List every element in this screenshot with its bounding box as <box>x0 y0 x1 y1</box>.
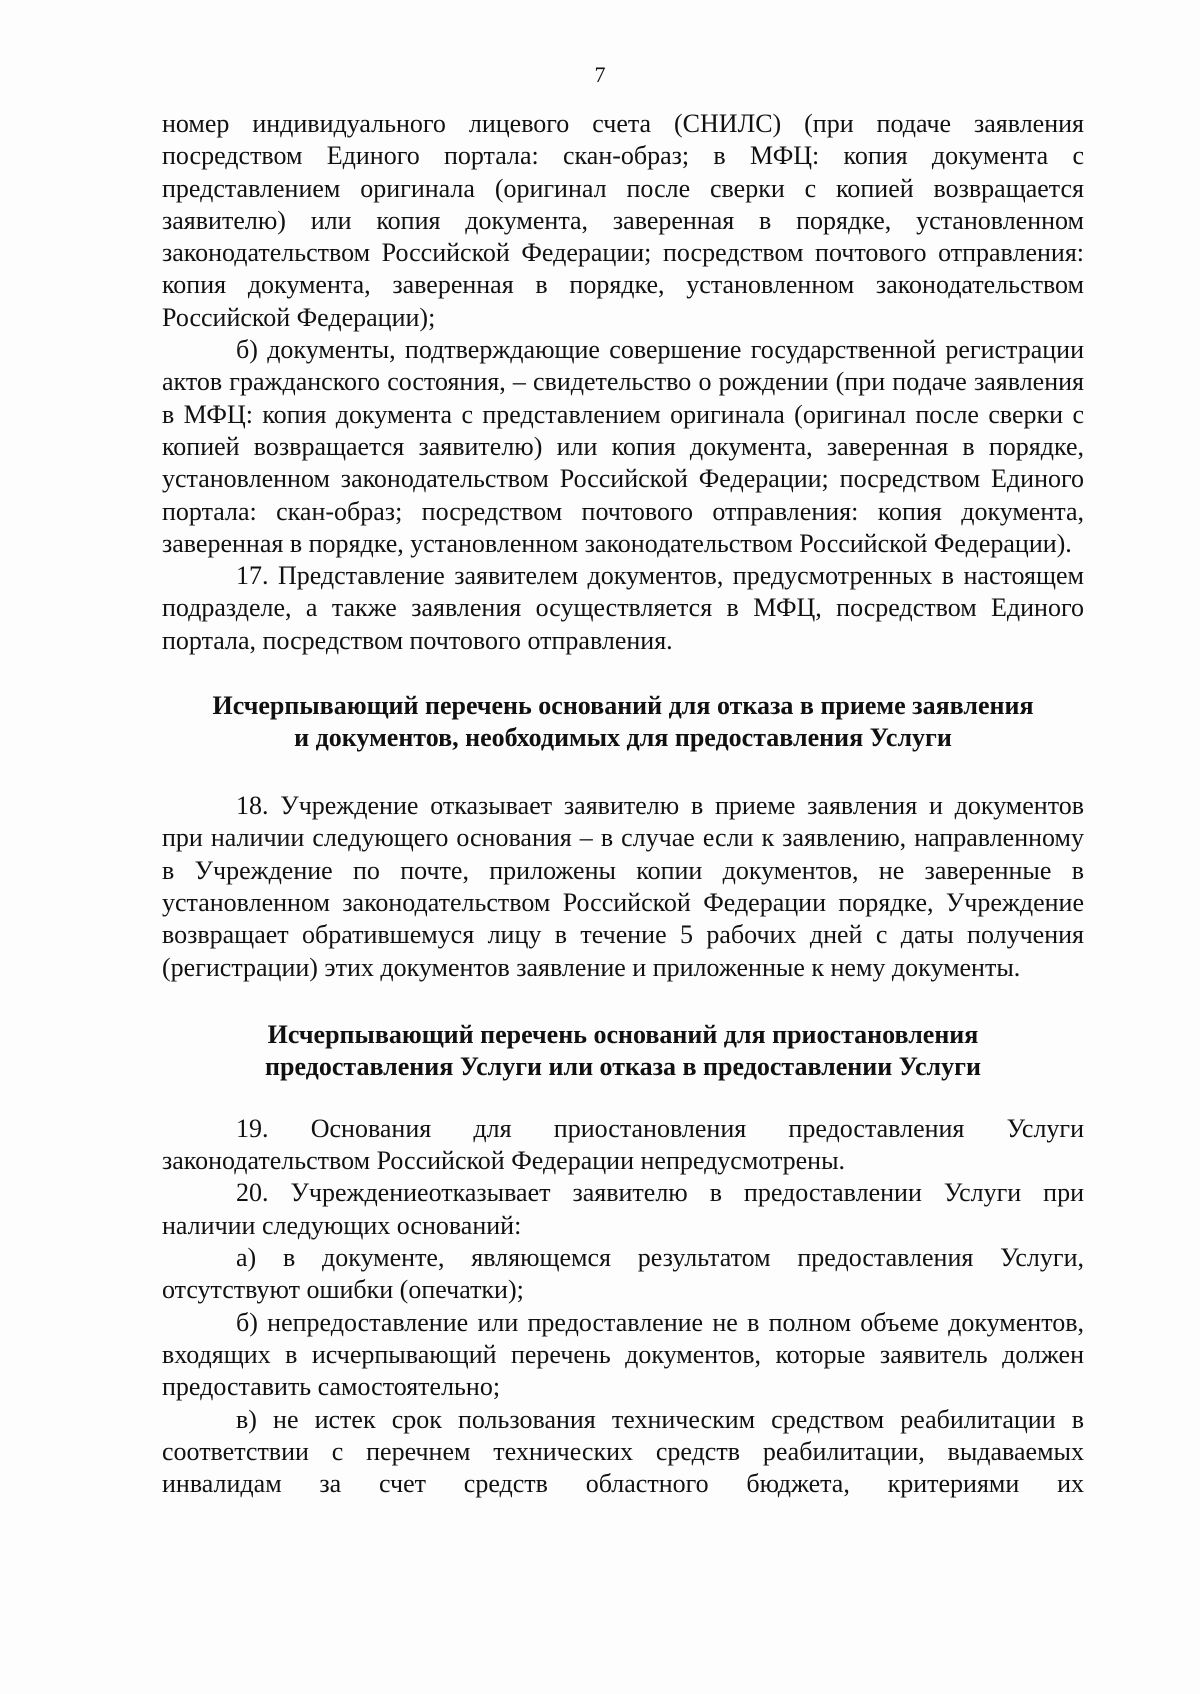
heading-line: и документов, необходимых для предоставления Услуги <box>294 723 952 753</box>
spacer <box>162 984 1084 1019</box>
paragraph-18: 18. Учреждение отказывает заявителю в приеме заявления и документов при наличии следующего основания – в случае если к заявлению, направленному в Учреждение по почте, приложены копии документов, не заверенные в установленном законодательством Российской Федерации порядке, Учреждение возвращает обратившемуся лицу в течение 5 рабочих дней с даты получения (регистрации) этих документов заявление и приложенные к нему документы. <box>162 791 1084 982</box>
heading-line: предоставления Услуги или отказа в предоставлении Услуги <box>265 1051 981 1081</box>
heading-line: Исчерпывающий перечень оснований для приостановления <box>267 1019 979 1049</box>
spacer <box>162 657 1084 690</box>
paragraph-20-v: в) не истек срок пользования техническим средством реабилитации в соответствии с перечнем технических средств реабилитации, выдаваемых инвалидам за счет средств областного бюджета, критериями их <box>162 1404 1084 1499</box>
paragraph-snils-continuation: номер индивидуального лицевого счета (СНИЛС) (при подаче заявления посредством Единого портала: скан-образ; в МФЦ: копия документа с представлением оригинала (оригинал после сверки с копией возвращается заявителю) или копия документа, заверенная в порядке, установленном законодательством Российской Федерации; посредством почтового отправления: копия документа, заверенная в порядке, установленном законодательством Российской Федерации); <box>162 109 1084 332</box>
spacer <box>162 1083 1084 1113</box>
paragraph-19: 19. Основания для приостановления предоставления Услуги законодательством Российской Федерации непредусмотрены. <box>162 1113 1084 1176</box>
paragraph-20-b: б) непредоставление или предоставление не в полном объеме документов, входящих в исчерпывающий перечень документов, которые заявитель должен предоставить самостоятельно; <box>162 1307 1084 1402</box>
section-heading-suspension-or-refusal <box>162 1019 1084 1083</box>
section-heading-refusal-to-accept <box>162 690 1084 754</box>
paragraph-16-b: б) документы, подтверждающие совершение государственной регистрации актов гражданского состояния, – свидетельство о рождении (при подаче заявления в МФЦ: копия документа с представлением оригинала (оригинал после сверки с копией возвращается заявителю) или копия документа, заверенная в порядке, установленном законодательством Российской Федерации; посредством Единого портала: скан-образ; посредством почтового отправления: копия документа, заверенная в порядке, установленном законодательством Российской Федерации). <box>162 335 1084 558</box>
paragraph-20: 20. Учреждениеотказывает заявителю в предоставлении Услуги при наличии следующих оснований: <box>162 1178 1084 1240</box>
paragraph-17: 17. Представление заявителем документов, предусмотренных в настоящем подразделе, а также заявления осуществляется в МФЦ, посредством Единого портала, посредством почтового отправления. <box>162 561 1084 655</box>
paragraph-20-a: а) в документе, являющемся результатом предоставления Услуги, отсутствуют ошибки (опечатки); <box>162 1243 1084 1305</box>
heading-line: Исчерпывающий перечень оснований для отказа в приеме заявления <box>212 691 1034 721</box>
document-body <box>162 108 1084 1500</box>
page-number: 7 <box>594 62 606 87</box>
spacer <box>162 754 1084 790</box>
